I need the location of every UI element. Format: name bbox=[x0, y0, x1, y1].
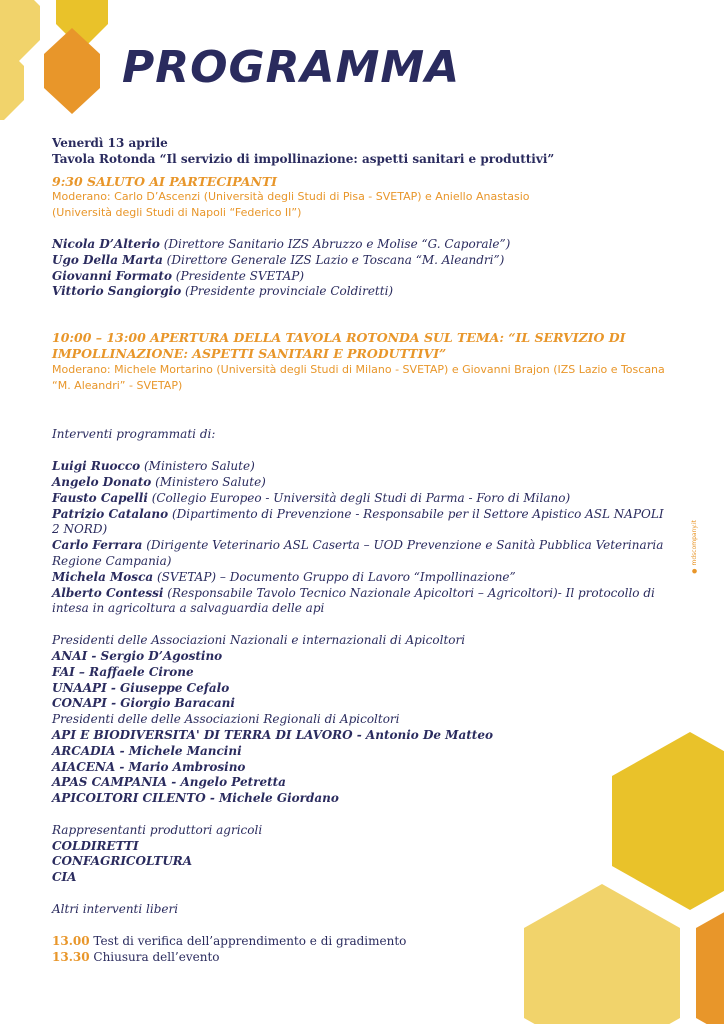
list-item: Giovanni Formato (Presidente SVETAP) bbox=[52, 268, 305, 283]
list-item: API E BIODIVERSITA' DI TERRA DI LAVORO - Antonio De Matteo bbox=[52, 727, 493, 742]
session2-moderators: Moderano: Michele Mortarino (Università degli Studi di Milano - SVETAP) e Giovanni Brajon (IZS Lazio e Toscana bbox=[52, 362, 665, 376]
list-item: Luigi Ruocco (Ministero Salute) bbox=[52, 459, 255, 474]
list-item: FAI – Raffaele Cirone bbox=[52, 664, 194, 679]
list-item: APICOLTORI CILENTO - Michele Giordano bbox=[52, 791, 339, 806]
closing-schedule bbox=[52, 934, 667, 966]
list-item: Fausto Capelli (Collegio Europeo - Università degli Studi di Parma - Foro di Milano) bbox=[52, 490, 571, 505]
list-item: ANAI - Sergio D’Agostino bbox=[52, 648, 223, 663]
list-item: 13.00 Test di verifica dell’apprendimento e di gradimento bbox=[52, 933, 407, 948]
speakers-list bbox=[52, 459, 667, 617]
regional-associations-intro: Presidenti delle delle Associazioni Regionali di Apicoltori bbox=[52, 712, 400, 727]
national-associations-intro: Presidenti delle Associazioni Nazionali e internazionali di Apicoltori bbox=[52, 633, 466, 648]
list-item: Vittorio Sangiorgio (Presidente provinciale Coldiretti) bbox=[52, 284, 394, 299]
list-item: Nicola D’Alterio (Direttore Sanitario IZS Abruzzo e Molise “G. Caporale”) bbox=[52, 236, 511, 251]
regional-associations-list bbox=[52, 728, 667, 807]
agricultural-reps-list bbox=[52, 839, 667, 886]
list-item: Patrizio Catalano (Dipartimento di Prevenzione - Responsabile per il Settore Apistico ASL NAPOLI 2 NORD) bbox=[52, 506, 664, 537]
side-credit: ● mdscompany.it bbox=[691, 520, 698, 575]
list-item: Carlo Ferrara (Dirigente Veterinario ASL Caserta – UOD Prevenzione e Sanità Pubblica Veterinaria Regione Campania) bbox=[52, 538, 664, 568]
list-item: AIACENA - Mario Ambrosino bbox=[52, 759, 246, 774]
session2-heading: 10:00 – 13:00 APERTURA DELLA TAVOLA ROTONDA SUL TEMA: “IL SERVIZIO DI bbox=[52, 330, 626, 346]
list-item: UNAAPI - Giuseppe Cefalo bbox=[52, 680, 230, 695]
agricultural-reps-intro: Rappresentanti produttori agricoli bbox=[52, 822, 263, 837]
session2-heading-cont: IMPOLLINAZIONE: ASPETTI SANITARI E PRODUTTIVI” bbox=[52, 345, 447, 361]
greetings-list bbox=[52, 237, 667, 300]
list-item: CONFAGRICOLTURA bbox=[52, 854, 193, 869]
list-item: Ugo Della Marta (Direttore Generale IZS Lazio e Toscana “M. Aleandri”) bbox=[52, 252, 505, 267]
page-title: PROGRAMMA bbox=[122, 42, 461, 93]
speakers-intro: Interventi programmati di: bbox=[52, 427, 216, 442]
list-item: 13.30 Chiusura dell’evento bbox=[52, 949, 220, 964]
list-item: COLDIRETTI bbox=[52, 838, 139, 853]
session1-moderators-cont: (Università degli Studi di Napoli “Federico II”) bbox=[52, 206, 302, 220]
session1-heading: 9:30 SALUTO AI PARTECIPANTI bbox=[52, 173, 277, 189]
round-table-title: Tavola Rotonda “Il servizio di impollinazione: aspetti sanitari e produttivi” bbox=[52, 151, 555, 166]
list-item: Michela Mosca (SVETAP) – Documento Gruppo di Lavoro “Impollinazione” bbox=[52, 569, 516, 584]
list-item: Angelo Donato (Ministero Salute) bbox=[52, 474, 266, 489]
list-item: Alberto Contessi (Responsabile Tavolo Tecnico Nazionale Apicoltori – Agricoltori)- Il protocollo di intesa in agricoltura a salvaguardia delle api bbox=[52, 585, 655, 616]
list-item: CONAPI - Giorgio Baracani bbox=[52, 696, 235, 711]
event-day: Venerdì 13 aprile bbox=[52, 136, 168, 150]
list-item: APAS CAMPANIA - Angelo Petretta bbox=[52, 775, 286, 790]
hexagon-decoration-top bbox=[0, 0, 130, 120]
free-interventions: Altri interventi liberi bbox=[52, 902, 179, 917]
program-content bbox=[52, 136, 667, 965]
national-associations-list bbox=[52, 649, 667, 712]
list-item: CIA bbox=[52, 870, 77, 885]
list-item: ARCADIA - Michele Mancini bbox=[52, 743, 242, 758]
session1-moderators: Moderano: Carlo D’Ascenzi (Università degli Studi di Pisa - SVETAP) e Aniello Anastasio bbox=[52, 190, 530, 204]
session2-moderators-cont: “M. Aleandri” - SVETAP) bbox=[52, 378, 183, 392]
